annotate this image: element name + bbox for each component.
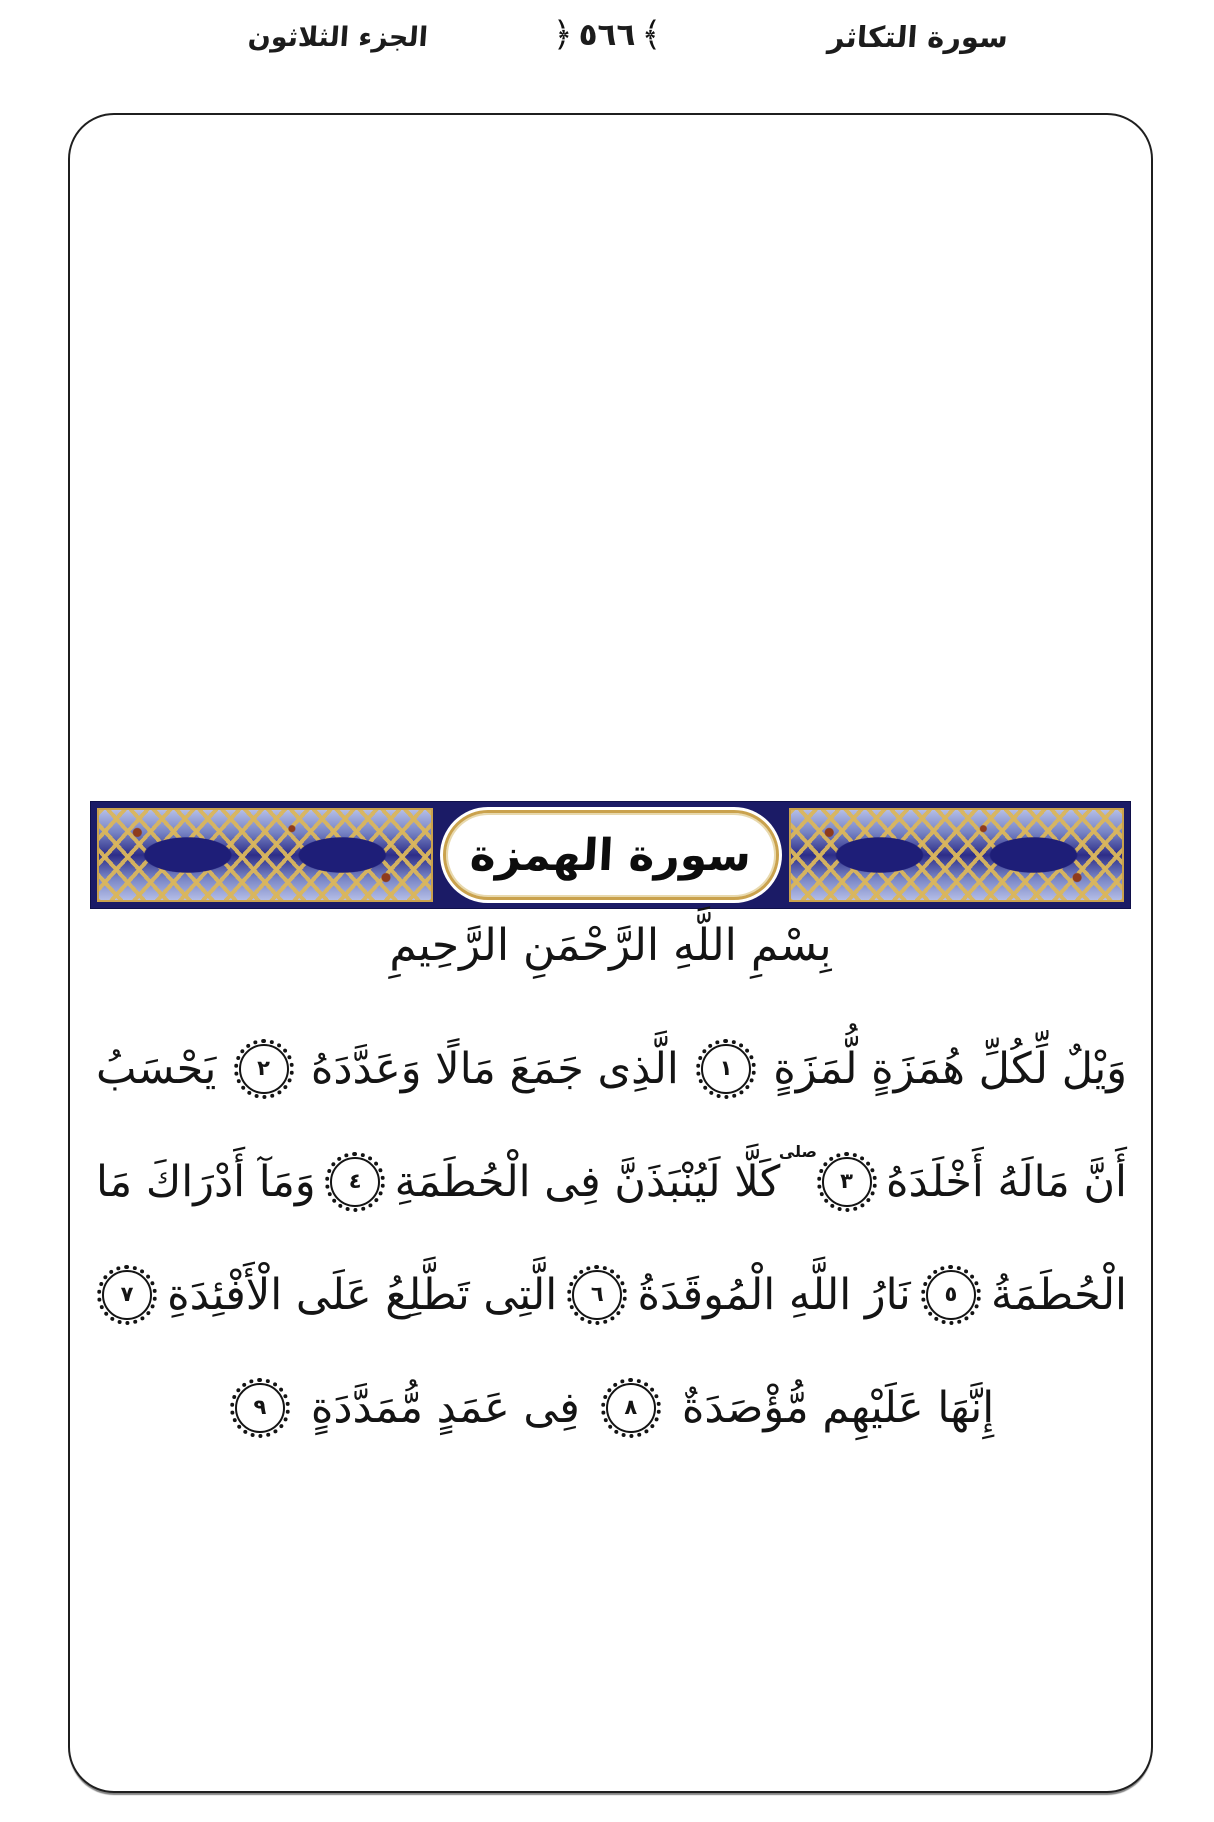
page-frame-border — [68, 113, 1153, 1793]
verse-number-value: ٤ — [348, 1169, 362, 1193]
verse-line — [96, 1125, 1127, 1238]
verse-number-value: ٣ — [840, 1169, 853, 1193]
verse-text: فِى عَمَدٍ مُّمَدَّدَةٍ — [310, 1382, 580, 1433]
banner-arabesque-ornament-right — [789, 808, 1125, 902]
verse-number-medallion — [102, 1270, 152, 1320]
verse-text: نَارُ اللَّهِ الْمُوقَدَةُ — [637, 1269, 911, 1320]
verse-line — [96, 1351, 1127, 1464]
verse-number-value: ٦ — [590, 1282, 604, 1306]
verse-number-medallion — [572, 1270, 622, 1320]
verse-lines-container — [96, 1012, 1127, 1464]
header-juz-label — [247, 22, 429, 53]
surah-title-cartouche — [443, 810, 779, 900]
verse-number-medallion — [606, 1383, 656, 1433]
verse-number-value: ٥ — [944, 1282, 958, 1306]
verse-text: وَمَآ أَدْرَاكَ مَا — [96, 1156, 316, 1207]
verse-text: الَّتِى تَطَّلِعُ عَلَى الْأَفْئِدَةِ — [167, 1269, 558, 1320]
juz-label-text: الجزء الثلاثون — [246, 22, 429, 53]
verse-number-medallion — [926, 1270, 976, 1320]
waqf-pause-mark: صلى — [778, 1142, 818, 1161]
surah-reference-text: سورة التكاثر — [826, 20, 1010, 54]
verse-text: أَنَّ مَالَهُ أَخْلَدَهُ — [885, 1156, 1127, 1207]
verse-line — [96, 1012, 1127, 1125]
banner-arabesque-ornament-left — [97, 808, 433, 902]
verse-text: كَلَّا لَيُنْبَذَنَّ فِى الْحُطَمَةِ — [394, 1156, 781, 1207]
surah-title-text: سورة الهمزة — [468, 829, 753, 881]
ornate-bracket-open-icon: ﴿ — [552, 15, 573, 55]
verse-number-value: ١ — [719, 1056, 733, 1080]
verse-text: الَّذِى جَمَعَ مَالًا وَعَدَّدَهُ — [310, 1043, 679, 1094]
header-page-number — [552, 15, 662, 55]
verse-number-medallion — [701, 1044, 751, 1094]
page-header — [0, 0, 1214, 80]
verse-number-value: ٢ — [257, 1056, 270, 1080]
verse-number-value: ٩ — [253, 1395, 267, 1419]
verse-text: وَيْلٌ لِّكُلِّ هُمَزَةٍ لُّمَزَةٍ — [773, 1043, 1127, 1094]
page-number-value: ٥٦٦ — [578, 16, 636, 53]
verse-text: إِنَّهَا عَلَيْهِم مُّؤْصَدَةٌ — [681, 1382, 995, 1433]
surah-title-banner — [91, 802, 1130, 908]
verse-text: يَحْسَبُ — [96, 1043, 217, 1094]
header-surah-reference-label — [827, 20, 1009, 54]
verse-text: الْحُطَمَةُ — [991, 1269, 1127, 1320]
verse-number-medallion — [822, 1157, 872, 1207]
verse-number-medallion — [239, 1044, 289, 1094]
verse-number-medallion — [235, 1383, 285, 1433]
verse-number-value: ٧ — [120, 1282, 134, 1306]
ornate-bracket-close-icon: ﴾ — [641, 15, 662, 55]
verse-number-medallion — [330, 1157, 380, 1207]
verse-number-value: ٨ — [624, 1395, 638, 1419]
bismillah-text: بِسْمِ اللَّهِ الرَّحْمَنِ الرَّحِيمِ — [389, 920, 832, 971]
verse-line — [96, 1238, 1127, 1351]
